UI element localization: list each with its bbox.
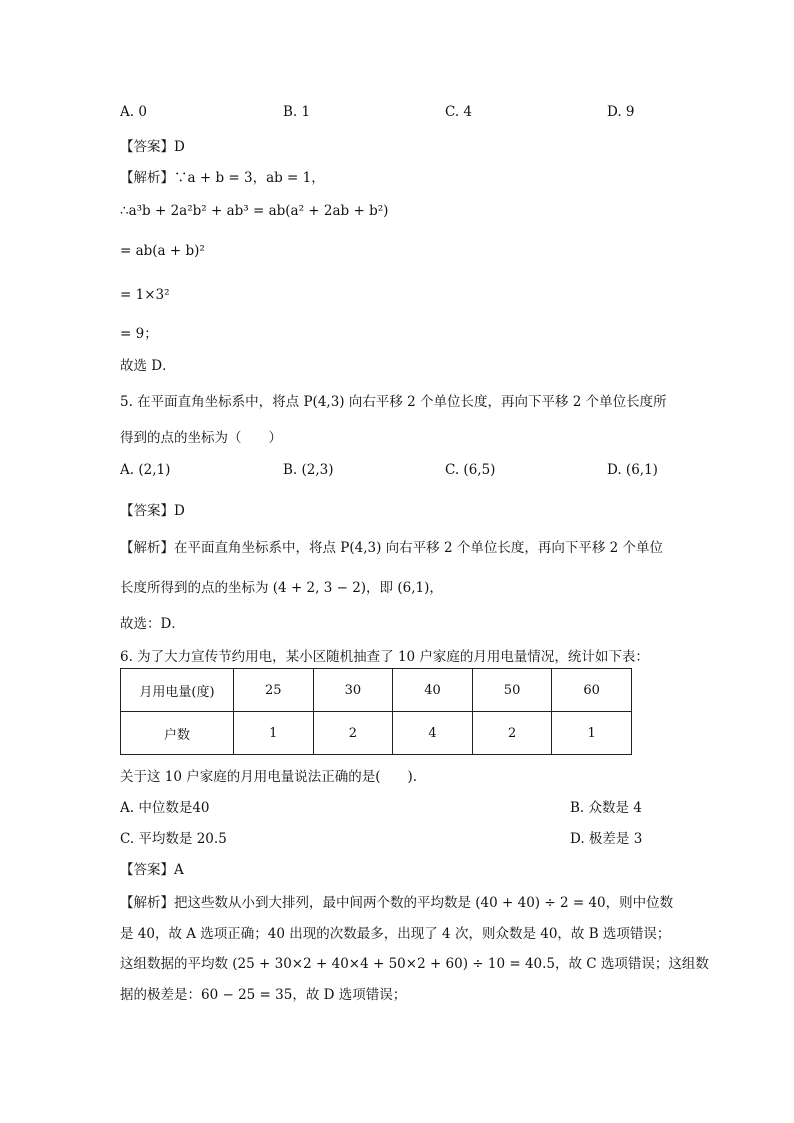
q5-analysis-line-1: 【解析】在平面直角坐标系中，将点 P(4,3) 向右平移 2 个单位长度，再向下平移 2 个单位 [120,540,664,556]
table-row [121,712,632,755]
q6-question: 关于这 10 户家庭的月用电量说法正确的是( ). [120,769,418,785]
q4-analysis-line-2: ∴a³b + 2a²b² + ab³ = ab(a² + 2ab + b²) [120,203,389,219]
q5-answer: 【答案】D [120,503,185,519]
table-row [121,669,632,712]
q6-stem: 6. 为了大力宣传节约用电，某小区随机抽查了 10 户家庭的月用电量情况，统计如下表： [120,649,649,665]
q5-stem-line-2: 得到的点的坐标为（ ） [120,430,282,446]
q6-option-b: B. 众数是 4 [570,800,642,816]
table-cell: 1 [552,712,632,755]
q6-option-c: C. 平均数是 20.5 [120,831,227,847]
table-cell: 4 [393,712,473,755]
table-cell: 1 [234,712,314,755]
q5-option-c: C. (6,5) [445,462,496,478]
table-cell: 50 [472,669,552,712]
q4-option-d: D. 9 [607,104,635,120]
q4-option-b: B. 1 [283,104,311,120]
q4-answer: 【答案】D [120,139,185,155]
q5-conclusion: 故选：D． [120,616,185,632]
q5-option-a: A. (2,1) [120,462,171,478]
q5-option-b: B. (2,3) [283,462,334,478]
q6-data-table [120,668,632,755]
table-cell: 40 [393,669,473,712]
q6-analysis-line-3: 这组数据的平均数 (25 + 30×2 + 40×4 + 50×2 + 60) ÷ 10 = 40.5，故 C 选项错误；这组数 [120,956,709,972]
q6-option-d: D. 极差是 3 [570,831,643,847]
q4-analysis-line-1: 【解析】∵a + b = 3，ab = 1， [120,170,325,186]
table-cell: 2 [313,712,393,755]
table-cell: 30 [313,669,393,712]
table-cell: 60 [552,669,632,712]
q4-analysis-line-5: = 9； [120,326,158,342]
q4-conclusion: 故选 D． [120,358,176,374]
table-cell: 25 [234,669,314,712]
q6-answer: 【答案】A [120,862,184,878]
table-header-households: 户数 [121,712,234,755]
q6-analysis-line-2: 是 40，故 A 选项正确；40 出现的次数最多，出现了 4 次，则众数是 40，故 B 选项错误； [120,926,671,942]
table-cell: 2 [472,712,552,755]
q5-stem-line-1: 5. 在平面直角坐标系中，将点 P(4,3) 向右平移 2 个单位长度，再向下平移 2 个单位长度所 [120,394,667,410]
q5-option-d: D. (6,1) [607,462,658,478]
q6-analysis-line-4: 据的极差是：60 − 25 = 35，故 D 选项错误； [120,987,407,1003]
q6-analysis-line-1: 【解析】把这些数从小到大排列，最中间两个数的平均数是 (40 + 40) ÷ 2 = 40，则中位数 [120,895,674,911]
q4-analysis-line-3: = ab(a + b)² [120,243,205,259]
q4-option-a: A. 0 [120,104,147,120]
q4-analysis-line-4: = 1×3² [120,287,170,303]
table-header-usage: 月用电量(度) [121,669,234,712]
q4-option-c: C. 4 [445,104,473,120]
q5-analysis-line-2: 长度所得到的点的坐标为 (4 + 2, 3 − 2)，即 (6,1)， [120,580,443,596]
q6-option-a: A. 中位数是40 [120,800,210,816]
